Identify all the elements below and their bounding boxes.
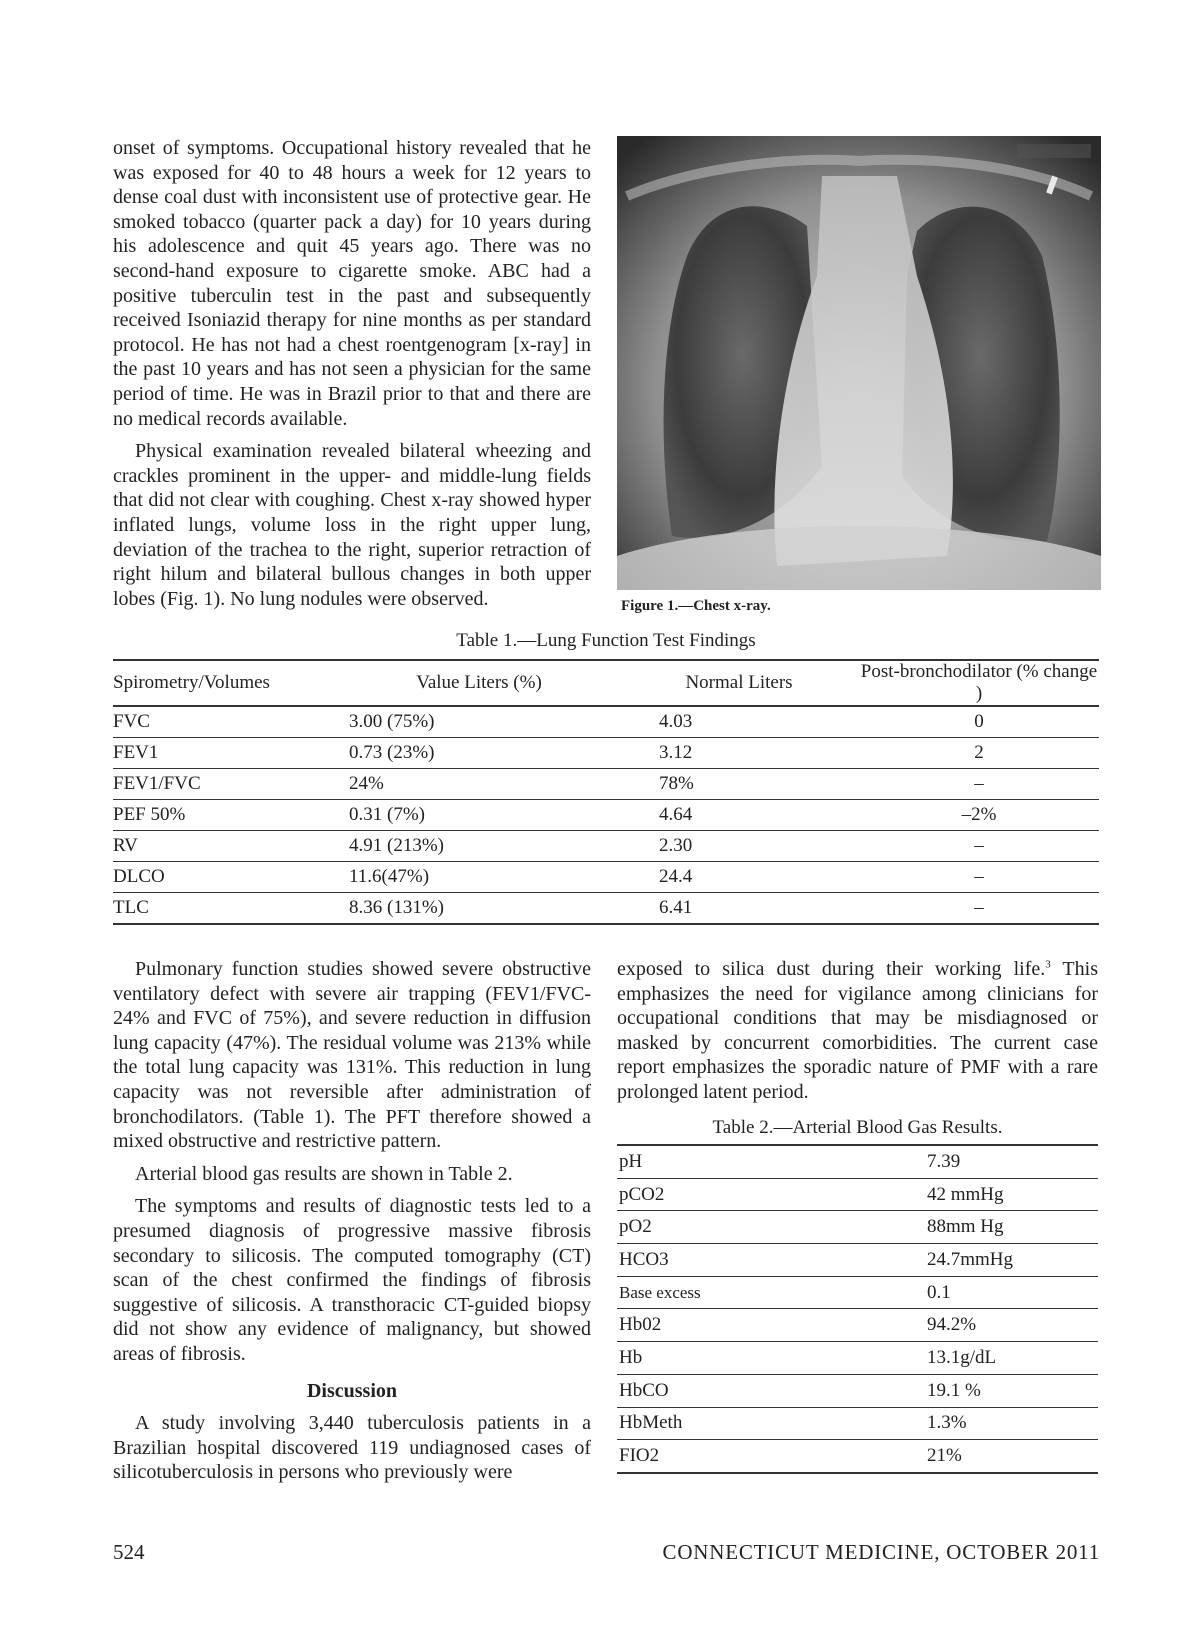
table-header: Spirometry/Volumes bbox=[113, 660, 339, 706]
table-cell: 0 bbox=[859, 706, 1099, 738]
table-cell: – bbox=[859, 831, 1099, 862]
chest-xray-image bbox=[617, 136, 1101, 590]
table-cell: 19.1 % bbox=[927, 1374, 1098, 1407]
figure-1 bbox=[617, 136, 1101, 614]
table-cell: Hb02 bbox=[617, 1309, 927, 1342]
table-cell: 24.4 bbox=[619, 862, 859, 893]
table-cell: 11.6(47%) bbox=[339, 862, 619, 893]
journal-footer: CONNECTICUT MEDICINE, OCTOBER 2011 bbox=[662, 1540, 1100, 1564]
table-row bbox=[113, 706, 1099, 738]
table-cell: 7.39 bbox=[927, 1145, 1098, 1178]
table-cell: 3.12 bbox=[619, 738, 859, 769]
paragraph-history: onset of symptoms. Occupational history revealed that he was exposed for 40 to 48 hours a week for 12 years to dense coal dust with inconsistent use of protective gear. He smoked tobacco (quarter pack a day) for 10 years during his adolescence and quit 45 years ago. There was no second-hand exposure to cigarette smoke. ABC had a positive tuberculin test in the past and subsequently received Isoniazid therapy for nine months as per standard protocol. He has not had a chest roentgenogram [x-ray] in the past 10 years and has not seen a physician for the same period of time. He was in Brazil prior to that and there are no medical records available. bbox=[113, 137, 591, 430]
table-row bbox=[617, 1407, 1098, 1440]
table-cell: 24% bbox=[339, 769, 619, 800]
table-cell: FIO2 bbox=[617, 1440, 927, 1473]
table-header: Value Liters (%) bbox=[339, 660, 619, 706]
table-row bbox=[113, 862, 1099, 893]
table-cell: Hb bbox=[617, 1342, 927, 1375]
table-cell: 4.64 bbox=[619, 800, 859, 831]
table-cell: HCO3 bbox=[617, 1244, 927, 1277]
table-row bbox=[113, 769, 1099, 800]
table-row bbox=[617, 1145, 1098, 1178]
paragraph-blood-gas: Arterial blood gas results are shown in Table 2. bbox=[135, 1162, 513, 1185]
table-cell: – bbox=[859, 769, 1099, 800]
table-cell: pCO2 bbox=[617, 1178, 927, 1211]
lung-function-table bbox=[113, 659, 1099, 925]
table-row bbox=[617, 1309, 1098, 1342]
table-row bbox=[113, 831, 1099, 862]
table-cell: 0.73 (23%) bbox=[339, 738, 619, 769]
table-row bbox=[617, 1374, 1098, 1407]
paragraph-text: This emphasizes the need for vigilance among clinicians for occupational conditions that may be misdiagnosed or masked by concurrent comorbidities. The current case report emphasizes the sporadic nature of PMF with a rare prolonged latent period. bbox=[617, 958, 1098, 1103]
page-number: 524 bbox=[113, 1540, 145, 1564]
blood-gas-table bbox=[617, 1144, 1098, 1474]
table-row bbox=[617, 1276, 1098, 1309]
table-cell: 6.41 bbox=[619, 893, 859, 925]
table-cell: 42 mmHg bbox=[927, 1178, 1098, 1211]
table-cell: – bbox=[859, 862, 1099, 893]
table-cell: pO2 bbox=[617, 1211, 927, 1244]
paragraph-physical-exam: Physical examination revealed bilateral wheezing and crackles prominent in the upper- and middle-lung fields that did not clear with coughing. Chest x-ray showed hyper inflated lungs, volume loss in the right upper lung, deviation of the trachea to the right, superior retraction of right hilum and bilateral bullous changes in both upper lobes (Fig. 1). No lung nodules were observed. bbox=[113, 440, 591, 610]
table2-title: Table 2.—Arterial Blood Gas Results. bbox=[712, 1117, 1003, 1138]
paragraph-pulmonary-function: Pulmonary function studies showed severe obstructive ventilatory defect with severe air trapping (FEV1/FVC-24% and FVC of 75%), and severe reduction in diffusion lung capacity (47%). The residual volume was 213% while the total lung capacity was 131%. This reduction in lung capacity was not reversible after administration of bronchodilators. (Table 1). The PFT therefore showed a mixed obstructive and restrictive pattern. bbox=[113, 958, 591, 1153]
footnote-reference: 3 bbox=[1045, 958, 1051, 971]
table-row bbox=[617, 1342, 1098, 1375]
paragraph-discussion: A study involving 3,440 tuberculosis patients in a Brazilian hospital discovered 119 undiagnosed cases of silicotuberculosis in persons who previously were bbox=[113, 1412, 591, 1484]
table-cell: RV bbox=[113, 831, 339, 862]
table-cell: 21% bbox=[927, 1440, 1098, 1473]
table-cell: 13.1g/dL bbox=[927, 1342, 1098, 1375]
paragraph-text: exposed to silica dust during their working life. bbox=[617, 958, 1046, 980]
table-cell: FEV1 bbox=[113, 738, 339, 769]
table-cell: –2% bbox=[859, 800, 1099, 831]
table-row bbox=[113, 800, 1099, 831]
table-cell: 4.03 bbox=[619, 706, 859, 738]
table-cell: 94.2% bbox=[927, 1309, 1098, 1342]
table-cell: pH bbox=[617, 1145, 927, 1178]
table-row bbox=[617, 1440, 1098, 1473]
table-cell: 3.00 (75%) bbox=[339, 706, 619, 738]
table-cell: – bbox=[859, 893, 1099, 925]
table-cell: 2.30 bbox=[619, 831, 859, 862]
paragraph-diagnosis: The symptoms and results of diagnostic tests led to a presumed diagnosis of progressive massive fibrosis secondary to silicosis. The computed tomography (CT) scan of the chest confirmed the findings of fibrosis suggestive of silicosis. A transthoracic CT-guided biopsy did not show any evidence of malignancy, but showed areas of fibrosis. bbox=[113, 1195, 591, 1365]
left-column-top bbox=[113, 136, 591, 611]
table-row bbox=[617, 1178, 1098, 1211]
table-cell: DLCO bbox=[113, 862, 339, 893]
table-cell: TLC bbox=[113, 893, 339, 925]
table-cell: 2 bbox=[859, 738, 1099, 769]
table-cell: 4.91 (213%) bbox=[339, 831, 619, 862]
paragraph-silica-continued bbox=[617, 957, 1098, 1105]
table-row bbox=[617, 1211, 1098, 1244]
table-cell: Base excess bbox=[617, 1276, 927, 1309]
table-header: Normal Liters bbox=[619, 660, 859, 706]
table-cell: PEF 50% bbox=[113, 800, 339, 831]
table-cell: 8.36 (131%) bbox=[339, 893, 619, 925]
section-heading-discussion: Discussion bbox=[306, 1379, 398, 1402]
table-cell: 0.31 (7%) bbox=[339, 800, 619, 831]
table-cell: 1.3% bbox=[927, 1407, 1098, 1440]
table-header-row bbox=[113, 660, 1099, 706]
table-cell: HbMeth bbox=[617, 1407, 927, 1440]
figure-caption: Figure 1.—Chest x-ray. bbox=[621, 598, 771, 614]
table-row bbox=[617, 1244, 1098, 1277]
table-cell: 0.1 bbox=[927, 1276, 1098, 1309]
table-cell: FVC bbox=[113, 706, 339, 738]
table1-title: Table 1.—Lung Function Test Findings bbox=[456, 630, 756, 651]
table-cell: HbCO bbox=[617, 1374, 927, 1407]
table-row bbox=[113, 893, 1099, 925]
table-row bbox=[113, 738, 1099, 769]
table-cell: 24.7mmHg bbox=[927, 1244, 1098, 1277]
table-cell: 78% bbox=[619, 769, 859, 800]
left-column-bottom bbox=[113, 957, 591, 1485]
table-cell: 88mm Hg bbox=[927, 1211, 1098, 1244]
table-header: Post-bronchodilator (% change ) bbox=[860, 661, 1098, 704]
table-cell: FEV1/FVC bbox=[113, 769, 339, 800]
right-column-bottom bbox=[617, 957, 1098, 1105]
